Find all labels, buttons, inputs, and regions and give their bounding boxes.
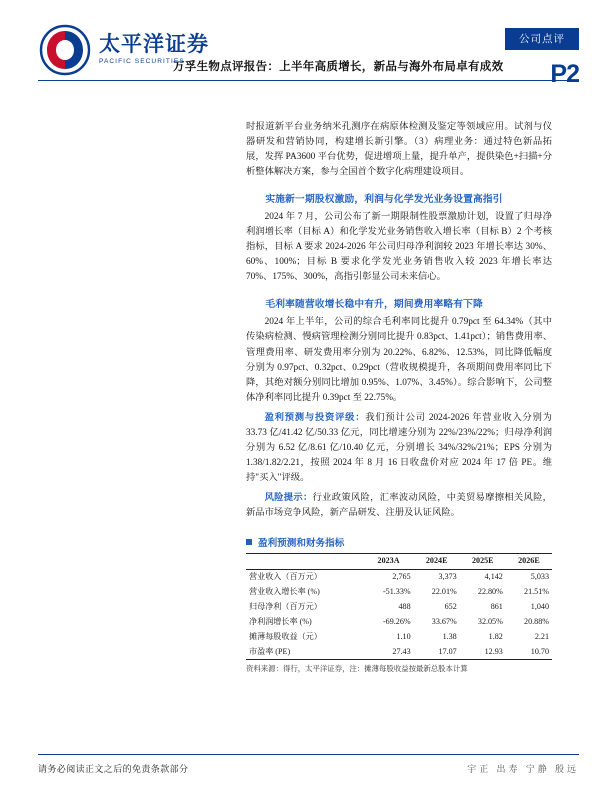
section-heading-margin: 毛利率随营收增长稳中有升，期间费用率略有下降: [265, 299, 483, 311]
table-row: [246, 569, 552, 584]
row-label: 净利润增长率 (%): [249, 616, 312, 626]
cell-value: 12.93: [460, 645, 506, 660]
paragraph-equity-incentive: 2024 年 7 月，公司公布了新一期限制性股票激励计划，设置了归母净利润增长率（目标 A）和化学发光业务销售收入增长率（目标 B）2 个考核指标，目标 A 要求 2024-2026 年公司归母净利润较 2023 年增长率达 30%、60%、100%；目标 B 要求化学发光业务销售收入较 2023 年增长率达 70%、175%、300%，高指引彰显公司未来信心。: [246, 212, 552, 283]
cell-value: 33.67%: [431, 616, 457, 626]
cell-value: -69.26%: [382, 616, 411, 626]
table-title: [246, 535, 552, 549]
page-footer: [38, 754, 579, 775]
logo-english-name: PACIFIC SECURITIES: [99, 58, 185, 66]
cell-value: 1.10: [396, 631, 411, 641]
paragraph-continued: 时报道新平台业务纳米孔测序在病原体检测及鉴定等领域应用。试剂与仪器研发和营销协同，构建增长新引擎。（3）病理业务：通过特色新品拓展，发挥 PA3600 平台优势，促进增项上量，提升单产，提供染色+扫描+分析整体解决方案，参与全国首个数字化病理建设项目。: [246, 122, 552, 178]
cell-value: 652: [444, 601, 457, 611]
cell-value: 4,142: [484, 571, 503, 581]
table-header-row: [246, 554, 552, 570]
table-row: [246, 645, 552, 660]
cell-value: 20.88%: [524, 616, 549, 626]
forecast-text: 我们预计公司 2024-2026 年营业收入分别为 33.73 亿/41.42 亿/50.33 亿元，同比增速分别为 22%/23%/22%；归母净利润分别为 6.52 亿/8.61 亿/10.40 亿元，分别增长 34%/32%/21%；EPS 分别为 1.38/1.82/2.21，按照 2024 年 8 月 16 日收盘价对应 2024 年 17 倍 PE。维持"买入"评级。: [246, 412, 552, 483]
cell-value: 17.07: [414, 645, 460, 660]
cell-value: 1.82: [488, 631, 503, 641]
row-label: 市盈率 (PE): [246, 645, 363, 660]
footer-watermark: 宇正 出寿 宁静 殷远: [467, 764, 579, 774]
cell-value: 2,765: [392, 571, 411, 581]
logo-chinese-name: 太平洋证券: [99, 32, 209, 57]
document-type-badge: 公司点评: [505, 28, 579, 50]
cell-value: 2.21: [534, 631, 549, 641]
title-divider: [38, 58, 579, 81]
cell-value: 27.43: [363, 645, 413, 660]
table-title-text: 盈利预测和财务指标: [258, 538, 345, 550]
cell-value: 21.51%: [524, 586, 549, 596]
risk-lead-label: 风险提示：: [264, 492, 313, 503]
table-head: [246, 554, 552, 570]
financial-table-block: [246, 535, 552, 674]
page-header: [0, 0, 613, 96]
cell-value: 32.05%: [477, 616, 503, 626]
main-content: [246, 120, 552, 674]
page-title: 万孚生物点评报告：上半年高质增长，新品与海外布局卓有成效: [173, 61, 504, 73]
table-body: [246, 569, 552, 660]
row-label: 营业收入（百万元）: [249, 571, 322, 581]
forecast-lead-label: 盈利预测与投资评级：: [264, 412, 366, 423]
paragraph-forecast: [246, 411, 552, 486]
section-heading-equity-incentive: 实施新一期股权激励，利润与化学发光业务设置高指引: [265, 194, 503, 206]
risk-text: 行业政策风险，汇率波动风险，中美贸易摩擦相关风险，新品市场竞争风险，新产品研发、注册及认证风险。: [246, 492, 552, 518]
paragraph-margin: 2024 年上半年，公司的综合毛利率同比提升 0.79pct 至 64.34%（其中传染病检测、慢病管理检测分别同比提升 0.83pct、1.41pct）；销售费用率、管理费用率、研发费用率分别为 20.22%、6.82%、12.53%，同比降低幅度分别为 0.97pct、0.32pct、0.29pct（营收规模提升，各项期间费用率同比下降，其绝对额分别同比增加 0.95%、1.07%、3.45%）。综合影响下，公司整体净利率同比提升 0.39pct 至 22.75%。: [246, 317, 552, 403]
cell-value: 1,040: [530, 601, 549, 611]
financial-forecast-table: [246, 553, 552, 660]
cell-value: 5,033: [530, 571, 549, 581]
cell-value: 1.38: [442, 631, 457, 641]
paragraph-risk: [246, 491, 552, 521]
cell-value: 22.01%: [431, 586, 457, 596]
bullet-square-icon: [246, 539, 252, 545]
table-col-header: 2025E: [460, 554, 506, 570]
cell-value: 10.70: [506, 645, 552, 660]
row-label: 归母净利（百万元）: [249, 601, 322, 611]
cell-value: -51.33%: [382, 586, 411, 596]
row-label: 营业收入增长率 (%): [249, 586, 320, 596]
cell-value: 3,373: [438, 571, 457, 581]
footer-disclaimer: 请务必阅读正文之后的免责条款部分: [38, 764, 189, 774]
table-col-header: 2023A: [363, 554, 413, 570]
cell-value: 861: [490, 601, 503, 611]
table-row: [246, 630, 552, 645]
row-label: 摊薄每股收益（元）: [249, 631, 322, 641]
table-col-header: 2026E: [506, 554, 552, 570]
table-source-note: 资料来源：得行，太平洋证券，注：摊薄每股收益按最新总股本计算: [246, 664, 468, 674]
table-row: [246, 600, 552, 615]
table-col-header: 2024E: [414, 554, 460, 570]
table-row: [246, 585, 552, 600]
cell-value: 488: [398, 601, 411, 611]
table-row: [246, 615, 552, 630]
cell-value: 22.80%: [477, 586, 503, 596]
table-col-header: [246, 554, 363, 570]
page-number-badge: P2: [550, 60, 579, 88]
